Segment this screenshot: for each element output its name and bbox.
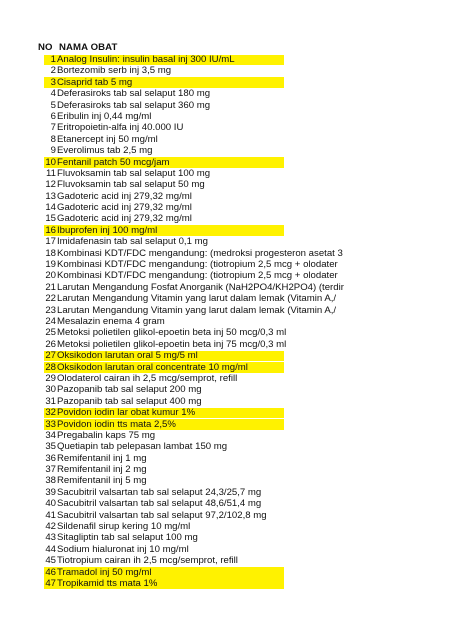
table-row[interactable] — [0, 498, 474, 509]
row-number: 19 — [45, 259, 56, 271]
table-row[interactable] — [0, 339, 474, 350]
drug-name: Pazopanib tab sal selaput 200 mg — [57, 384, 202, 396]
table-row[interactable] — [0, 259, 474, 270]
table-row[interactable] — [0, 213, 474, 224]
drug-name: Larutan Mengandung Vitamin yang larut dalam lemak (Vitamin A,/ — [57, 293, 337, 305]
row-number: 43 — [45, 532, 56, 544]
drug-name: Metoksi polietilen glikol-epoetin beta inj 50 mcg/0,3 ml — [57, 327, 287, 339]
row-number: 18 — [45, 247, 56, 259]
table-row[interactable] — [0, 191, 474, 202]
drug-name: Remifentanil inj 1 mg — [57, 452, 147, 464]
drug-name: Sitagliptin tab sal selaput 100 mg — [57, 532, 198, 544]
table-row[interactable] — [0, 373, 474, 384]
table-row[interactable] — [0, 179, 474, 190]
drug-name: Remifentanil inj 5 mg — [57, 475, 147, 487]
table-row[interactable] — [0, 122, 474, 133]
drug-name: Metoksi polietilen glikol-epoetin beta inj 75 mcg/0,3 ml — [57, 338, 287, 350]
drug-name: Analog Insulin: insulin basal inj 300 IU/mL — [57, 54, 235, 65]
row-number: 15 — [45, 213, 56, 225]
drug-name: Sacubitril valsartan tab sal selaput 48,6/51,4 mg — [57, 498, 262, 510]
row-number: 3 — [50, 76, 56, 88]
drug-name: Pazopanib tab sal selaput 400 mg — [57, 395, 202, 407]
row-number: 25 — [45, 327, 56, 339]
row-number: 20 — [45, 270, 56, 282]
row-number: 16 — [45, 224, 56, 236]
drug-name: Cisaprid tab 5 mg — [57, 76, 133, 88]
drug-name: Pregabalin kaps 75 mg — [57, 429, 156, 441]
table-row[interactable] — [0, 453, 474, 464]
drug-name: Eribulin inj 0,44 mg/ml — [57, 110, 152, 122]
table-row[interactable] — [0, 567, 474, 578]
table-row[interactable] — [0, 77, 474, 88]
row-number: 46 — [45, 566, 56, 578]
drug-name: Povidon iodin lar obat kumur 1% — [57, 407, 196, 419]
row-number: 13 — [45, 190, 56, 202]
drug-name: Tramadol inj 50 mg/ml — [57, 566, 152, 578]
row-number: 28 — [45, 361, 56, 373]
table-row[interactable] — [0, 362, 474, 373]
drug-name: Larutan Mengandung Fosfat Anorganik (NaH2PO4/KH2PO4) (terdir — [57, 281, 344, 293]
drug-name: Remifentanil inj 2 mg — [57, 464, 147, 476]
row-number: 14 — [45, 202, 56, 214]
table-row[interactable] — [0, 65, 474, 76]
drug-name: Sacubitril valsartan tab sal selaput 24,3/25,7 mg — [57, 486, 262, 498]
column-header-nama-obat: NAMA OBAT — [59, 42, 118, 53]
table-row[interactable] — [0, 407, 474, 418]
drug-name: Imidafenasin tab sal selaput 0,1 mg — [57, 236, 208, 248]
table-row[interactable] — [0, 145, 474, 156]
drug-name: Povidon iodin tts mata 2,5% — [57, 418, 176, 430]
drug-name: Tiotropium cairan ih 2,5 mcg/semprot, refill — [57, 555, 238, 567]
row-number: 21 — [45, 281, 56, 293]
table-row[interactable] — [0, 384, 474, 395]
row-number: 7 — [50, 122, 56, 134]
table-row[interactable] — [0, 475, 474, 486]
table-row[interactable] — [0, 134, 474, 145]
table-row[interactable] — [0, 350, 474, 361]
column-header-row — [0, 42, 474, 54]
drug-name: Fentanil patch 50 mcg/jam — [57, 156, 170, 168]
table-row[interactable] — [0, 111, 474, 122]
drug-name: Oksikodon larutan oral 5 mg/5 ml — [57, 350, 198, 362]
table-row[interactable] — [0, 544, 474, 555]
table-row[interactable] — [0, 54, 474, 65]
drug-list — [0, 54, 474, 589]
drug-name: Oksikodon larutan oral concentrate 10 mg/ml — [57, 361, 248, 373]
drug-name: Deferasiroks tab sal selaput 180 mg — [57, 88, 211, 100]
row-number: 6 — [50, 110, 56, 122]
table-row[interactable] — [0, 305, 474, 316]
row-number: 10 — [45, 156, 56, 168]
row-number: 8 — [50, 133, 56, 145]
table-row[interactable] — [0, 510, 474, 521]
row-number: 2 — [50, 65, 56, 77]
drug-name: Sodium hialuronat inj 10 mg/ml — [57, 543, 189, 555]
row-number: 23 — [45, 304, 56, 316]
row-number: 35 — [45, 441, 56, 453]
table-row[interactable] — [0, 282, 474, 293]
table-row[interactable] — [0, 225, 474, 236]
row-number: 22 — [45, 293, 56, 305]
row-number: 9 — [50, 145, 56, 157]
table-row[interactable] — [0, 430, 474, 441]
drug-name: Gadoteric acid inj 279,32 mg/ml — [57, 190, 192, 202]
row-number: 4 — [50, 88, 56, 100]
table-row[interactable] — [0, 532, 474, 543]
drug-name: Fluvoksamin tab sal selaput 100 mg — [57, 167, 211, 179]
column-header-no: NO — [38, 42, 53, 53]
row-number: 12 — [45, 179, 56, 191]
row-number: 45 — [45, 555, 56, 567]
row-number: 33 — [45, 418, 56, 430]
row-number: 34 — [45, 429, 56, 441]
table-row[interactable] — [0, 316, 474, 327]
row-number: 29 — [45, 372, 56, 384]
table-row[interactable] — [0, 521, 474, 532]
table-row[interactable] — [0, 248, 474, 259]
row-number: 11 — [46, 167, 56, 179]
drug-name: Bortezomib serb inj 3,5 mg — [57, 65, 172, 77]
table-row[interactable] — [0, 327, 474, 338]
table-row[interactable] — [0, 396, 474, 407]
table-row[interactable] — [0, 100, 474, 111]
drug-name: Kombinasi KDT/FDC mengandung: (medroksi progesteron asetat 3 — [57, 247, 343, 259]
row-number: 47 — [45, 577, 56, 589]
drug-name: Etanercept inj 50 mg/ml — [57, 133, 158, 145]
row-number: 37 — [45, 464, 56, 476]
drug-name: Ibuprofen inj 100 mg/ml — [57, 224, 158, 236]
table-row[interactable] — [0, 202, 474, 213]
drug-name: Gadoteric acid inj 279,32 mg/ml — [57, 213, 192, 225]
table-row[interactable] — [0, 419, 474, 430]
drug-name: Eritropoietin-alfa inj 40.000 IU — [57, 122, 184, 134]
table-row[interactable] — [0, 487, 474, 498]
drug-name: Sildenafil sirup kering 10 mg/ml — [57, 521, 191, 533]
table-row[interactable] — [0, 270, 474, 281]
row-number: 17 — [45, 236, 56, 248]
drug-name: Larutan Mengandung Vitamin yang larut dalam lemak (Vitamin A,/ — [57, 304, 337, 316]
row-number: 31 — [45, 395, 56, 407]
table-row[interactable] — [0, 293, 474, 304]
row-number: 40 — [45, 498, 56, 510]
drug-name: Everolimus tab 2,5 mg — [57, 145, 153, 157]
drug-name: Sacubitril valsartan tab sal selaput 97,2/102,8 mg — [57, 509, 267, 521]
drug-name: Kombinasi KDT/FDC mengandung: (tiotropium 2,5 mcg + olodater — [57, 259, 338, 271]
table-row[interactable] — [0, 157, 474, 168]
drug-name: Kombinasi KDT/FDC mengandung: (tiotropium 2,5 mcg + olodater — [57, 270, 338, 282]
table-row[interactable] — [0, 441, 474, 452]
table-row[interactable] — [0, 168, 474, 179]
row-number: 32 — [45, 407, 56, 419]
drug-name: Olodaterol cairan ih 2,5 mcg/semprot, refill — [57, 372, 238, 384]
row-number: 27 — [45, 350, 56, 362]
table-row[interactable] — [0, 464, 474, 475]
row-number: 1 — [50, 54, 56, 65]
table-row[interactable] — [0, 555, 474, 566]
table-row[interactable] — [0, 578, 474, 589]
drug-name: Mesalazin enema 4 gram — [57, 315, 165, 327]
table-row[interactable] — [0, 88, 474, 99]
row-number: 26 — [45, 338, 56, 350]
row-number: 5 — [50, 99, 56, 111]
table-row[interactable] — [0, 236, 474, 247]
row-number: 42 — [45, 521, 56, 533]
row-number: 30 — [45, 384, 56, 396]
row-number: 39 — [45, 486, 56, 498]
drug-name: Deferasiroks tab sal selaput 360 mg — [57, 99, 211, 111]
row-number: 38 — [45, 475, 56, 487]
drug-name: Gadoteric acid inj 279,32 mg/ml — [57, 202, 192, 214]
row-number: 24 — [45, 315, 56, 327]
row-number: 41 — [45, 509, 56, 521]
drug-name: Tropikamid tts mata 1% — [57, 577, 158, 589]
drug-name: Quetiapin tab pelepasan lambat 150 mg — [57, 441, 228, 453]
drug-name: Fluvoksamin tab sal selaput 50 mg — [57, 179, 205, 191]
row-number: 44 — [45, 543, 56, 555]
row-number: 36 — [45, 452, 56, 464]
